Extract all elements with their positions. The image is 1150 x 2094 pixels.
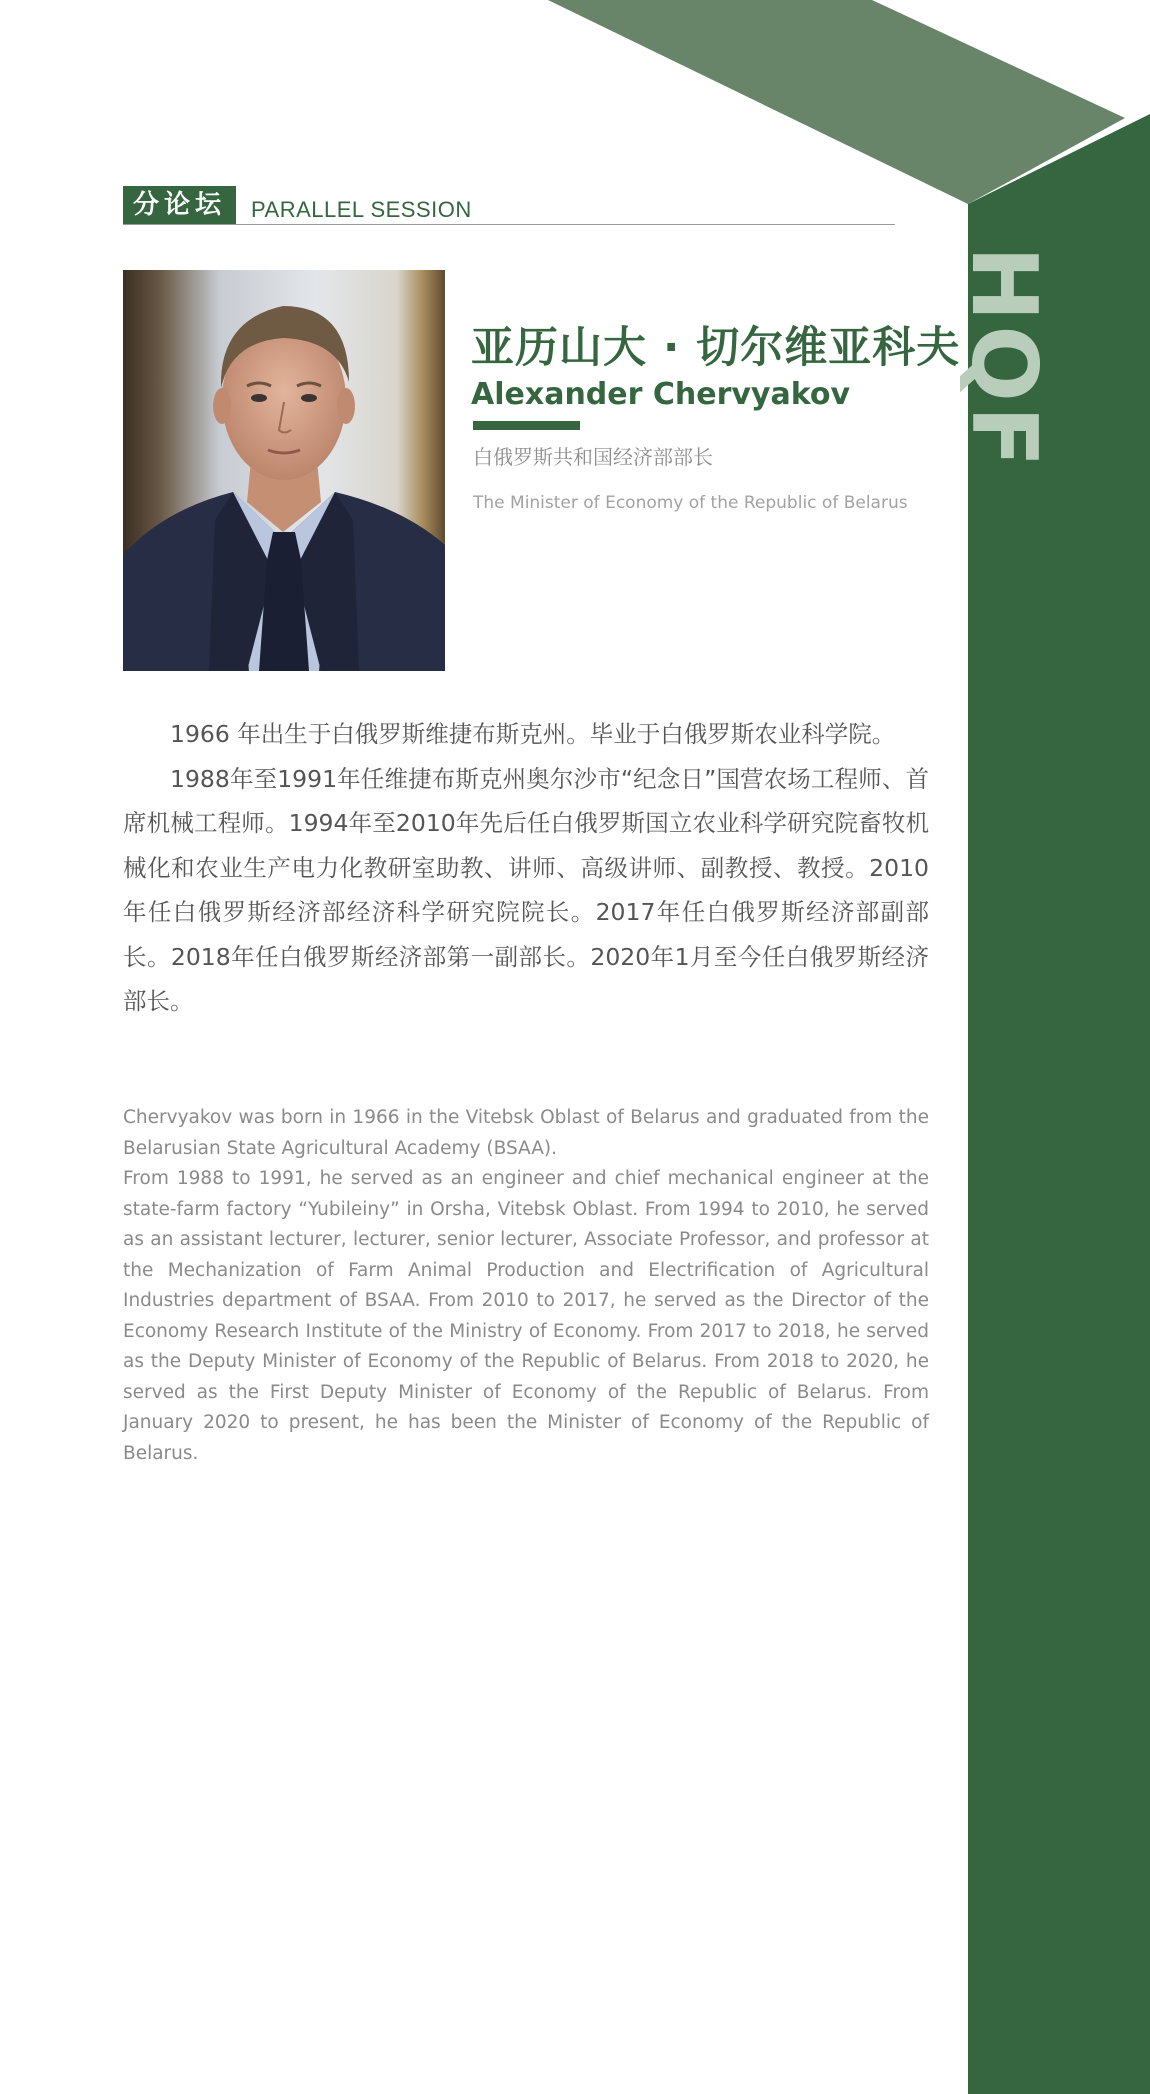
biography-en <box>123 1103 929 1469</box>
session-badge: 分论坛 <box>123 186 236 224</box>
speaker-name-cn: 亚历山大 · 切尔维亚科夫 <box>471 323 961 373</box>
speaker-portrait <box>123 270 445 671</box>
bio-cn-paragraph: 1988年至1991年任维捷布斯克州奥尔沙市“纪念日”国营农场工程师、首席机械工程师。1994年至2010年先后任白俄罗斯国立农业科学研究院畜牧机械化和农业生产电力化教研室助教、讲师、高级讲师、副教授、教授。2010年任白俄罗斯经济部经济科学研究院院长。2017年任白俄罗斯经济部副部长。2018年任白俄罗斯经济部第一副部长。2020年1月至今任白俄罗斯经济部长。 <box>123 764 929 1015</box>
speaker-title-cn: 白俄罗斯共和国经济部部长 <box>473 445 713 469</box>
speaker-title-en: The Minister of Economy of the Republic of Belarus <box>473 493 908 513</box>
session-header <box>123 186 895 225</box>
bio-cn-paragraph: 1966 年出生于白俄罗斯维捷布斯克州。毕业于白俄罗斯农业科学院。 <box>170 720 896 748</box>
bio-en-paragraph: Chervyakov was born in 1966 in the Vitebsk Oblast of Belarus and graduated from the Belarusian State Agricultural Academy (BSAA). <box>123 1107 929 1159</box>
speaker-name-en: Alexander Chervyakov <box>471 377 851 412</box>
session-label-en: PARALLEL SESSION <box>251 197 472 222</box>
biography-cn <box>123 712 929 1024</box>
side-brand-text: HQF <box>951 246 1056 472</box>
name-underline-bar <box>473 421 580 430</box>
bio-en-paragraph: From 1988 to 1991, he served as an engineer and chief mechanical engineer at the state-farm factory “Yubileiny” in Orsha, Vitebsk Oblast. From 1994 to 2010, he served as an assistant lecturer, lecturer, senior lecturer, Associate Professor, and professor at the Mechanization of Farm Animal Production and Electrification of Agricultural Industries department of BSAA. From 2010 to 2017, he served as the Director of the Economy Research Institute of the Ministry of Economy. From 2017 to 2018, he served as the Deputy Minister of Economy of the Republic of Belarus. From 2018 to 2020, he served as the First Deputy Minister of Economy of the Republic of Belarus. From January 2020 to present, he has been the Minister of Economy of the Republic of Belarus. <box>123 1168 929 1464</box>
